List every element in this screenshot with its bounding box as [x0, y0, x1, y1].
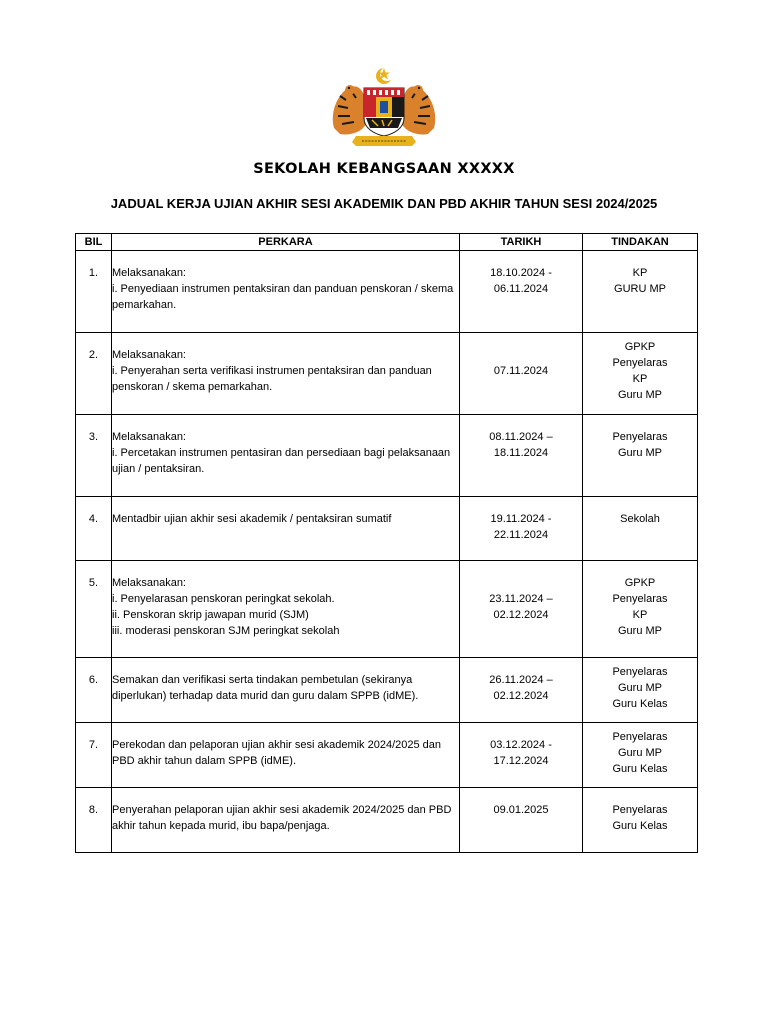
cell-tindakan: Penyelaras Guru MP: [583, 415, 698, 497]
cell-perkara: Melaksanakan: i. Penyelarasan penskoran peringkat sekolah. ii. Penskoran skrip jawapan murid (SJM) iii. moderasi penskoran SJM peringkat sekolah: [112, 561, 460, 658]
table-row: [76, 561, 698, 658]
cell-perkara: Perekodan dan pelaporan ujian akhir sesi akademik 2024/2025 dan PBD akhir tahun dalam SPPB (idME).: [112, 723, 460, 788]
cell-tindakan: GPKP Penyelaras KP Guru MP: [583, 333, 698, 415]
table-row: [76, 788, 698, 853]
cell-tindakan: Penyelaras Guru MP Guru Kelas: [583, 723, 698, 788]
cell-tarikh: 07.11.2024: [460, 333, 583, 415]
table-row: [76, 658, 698, 723]
schedule-table: [75, 233, 698, 853]
table-row: [76, 251, 698, 333]
cell-tindakan: Sekolah: [583, 497, 698, 561]
cell-tarikh: 23.11.2024 – 02.12.2024: [460, 561, 583, 658]
table-row: [76, 497, 698, 561]
cell-bil: 8.: [76, 788, 112, 853]
column-header-tindakan: TINDAKAN: [583, 234, 698, 251]
cell-perkara: Melaksanakan: i. Penyerahan serta verifikasi instrumen pentaksiran dan panduan penskoran / skema pemarkahan.: [112, 333, 460, 415]
cell-tarikh: 26.11.2024 – 02.12.2024: [460, 658, 583, 723]
column-header-tarikh: TARIKH: [460, 234, 583, 251]
cell-bil: 1.: [76, 251, 112, 333]
cell-perkara: Penyerahan pelaporan ujian akhir sesi akademik 2024/2025 dan PBD akhir tahun kepada murid, ibu bapa/penjaga.: [112, 788, 460, 853]
school-name: SEKOLAH KEBANGSAAN XXXXX: [253, 161, 515, 177]
cell-tarikh: 08.11.2024 – 18.11.2024: [460, 415, 583, 497]
cell-perkara: Melaksanakan: i. Percetakan instrumen pentasiran dan persediaan bagi pelaksanaan ujian / pentaksiran.: [112, 415, 460, 497]
malaysia-coat-of-arms-icon: [326, 66, 442, 148]
cell-tarikh: 09.01.2025: [460, 788, 583, 853]
table-header-row: [76, 234, 698, 251]
cell-bil: 5.: [76, 561, 112, 658]
cell-tarikh: 03.12.2024 - 17.12.2024: [460, 723, 583, 788]
cell-tarikh: 18.10.2024 - 06.11.2024: [460, 251, 583, 333]
document-title: JADUAL KERJA UJIAN AKHIR SESI AKADEMIK DAN PBD AKHIR TAHUN SESI 2024/2025: [110, 196, 658, 211]
cell-perkara: Melaksanakan: i. Penyediaan instrumen pentaksiran dan panduan penskoran / skema pemarkahan.: [112, 251, 460, 333]
table-row: [76, 333, 698, 415]
table-row: [76, 723, 698, 788]
cell-bil: 6.: [76, 658, 112, 723]
cell-bil: 7.: [76, 723, 112, 788]
cell-bil: 4.: [76, 497, 112, 561]
cell-tindakan: Penyelaras Guru Kelas: [583, 788, 698, 853]
cell-tindakan: KP GURU MP: [583, 251, 698, 333]
cell-tindakan: GPKP Penyelaras KP Guru MP: [583, 561, 698, 658]
cell-bil: 3.: [76, 415, 112, 497]
column-header-perkara: PERKARA: [112, 234, 460, 251]
cell-bil: 2.: [76, 333, 112, 415]
cell-tindakan: Penyelaras Guru MP Guru Kelas: [583, 658, 698, 723]
cell-perkara: Semakan dan verifikasi serta tindakan pembetulan (sekiranya diperlukan) terhadap data murid dan guru dalam SPPB (idME).: [112, 658, 460, 723]
column-header-bil: BIL: [76, 234, 112, 251]
cell-perkara: Mentadbir ujian akhir sesi akademik / pentaksiran sumatif: [112, 497, 460, 561]
table-row: [76, 415, 698, 497]
cell-tarikh: 19.11.2024 - 22.11.2024: [460, 497, 583, 561]
